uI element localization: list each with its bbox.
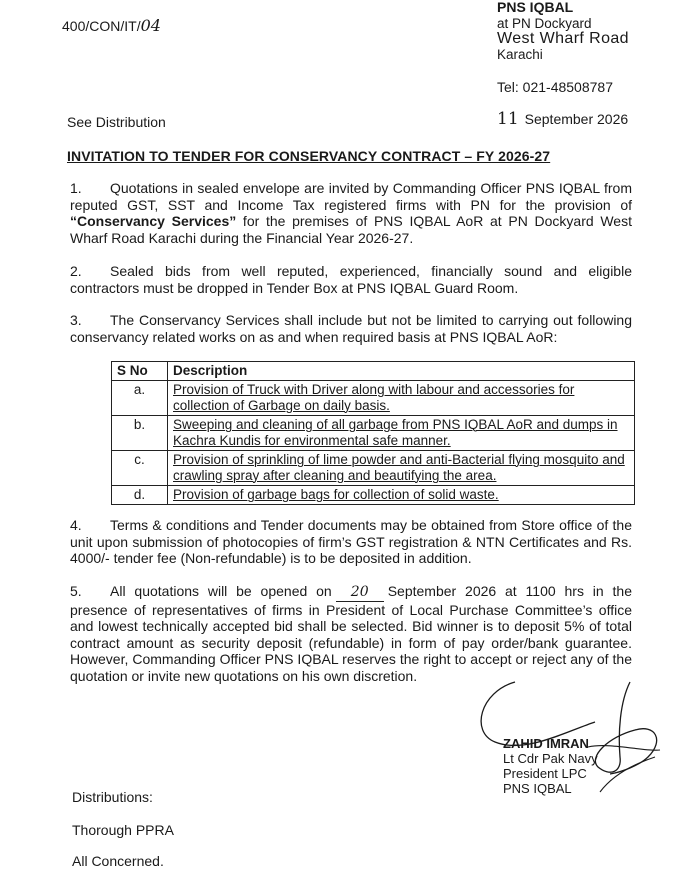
row-sno: b.	[112, 416, 168, 451]
paragraph-number: 5.	[70, 583, 82, 599]
paragraph-4	[70, 517, 632, 567]
table-row	[112, 451, 635, 486]
table-row	[112, 486, 635, 505]
paragraph-number: 1.	[70, 180, 82, 196]
reference-prefix: 400/CON/IT/	[62, 18, 141, 34]
paragraph-text: Sealed bids from well reputed, experienced, financially sound and eligible contractors must be dropped in Tender Box at PNS IQBAL Guard Room.	[70, 263, 632, 296]
column-header-description: Description	[168, 362, 635, 381]
table-header-row	[112, 362, 635, 381]
signatory-rank: Lt Cdr Pak Navy	[503, 751, 598, 766]
address-line-2: at PN Dockyard	[497, 15, 592, 31]
row-description: Provision of garbage bags for collection of solid waste.	[168, 486, 635, 505]
paragraph-text: All quotations will be opened on	[110, 583, 332, 599]
row-description: Sweeping and cleaning of all garbage from PNS IQBAL AoR and dumps in Kachra Kundis for environmental safe manner.	[168, 416, 635, 451]
row-description: Provision of sprinkling of lime powder and anti-Bacterial flying mosquito and crawling spray after cleaning and beautifying the area.	[168, 451, 635, 486]
signatory-unit: PNS IQBAL	[503, 781, 572, 796]
signatory-designation: President LPC	[503, 766, 587, 781]
reference-handwritten: 04	[140, 16, 161, 35]
row-sno: c.	[112, 451, 168, 486]
table-row	[112, 416, 635, 451]
see-distribution: See Distribution	[67, 114, 166, 130]
address-line-4: Karachi	[497, 46, 543, 62]
distribution-item: All Concerned.	[72, 853, 164, 869]
paragraph-text: The Conservancy Services shall include but not be limited to carrying out following conservancy related works on as and when required basis at PNS IQBAL AoR:	[70, 312, 632, 345]
row-description: Provision of Truck with Driver along with labour and accessories for collection of Garbage on daily basis.	[168, 381, 635, 416]
paragraph-text: September 2026 at 1100 hrs in the presence of representatives of firms in President of Local Purchase Committee’s office and lowest technically accepted bid shall be selected. Bid winner is to deposit 5% of total contract amount as security deposit (refundable) in form of pay order/bank guarantee. However, Commanding Officer PNS IQBAL reserves the right to accept or reject any of the quotation or invite new quotations on his own discretion.	[70, 583, 632, 684]
row-sno: a.	[112, 381, 168, 416]
paragraph-text: for the premises of PNS IQBAL AoR at PN Dockyard West Wharf Road Karachi during the Financial Year 2026-27.	[70, 213, 632, 246]
address-line-3: West Wharf Road	[497, 30, 629, 47]
distribution-label: Distributions:	[72, 789, 153, 805]
letter-date	[497, 109, 628, 129]
paragraph-3	[70, 312, 632, 345]
sender-address	[497, 0, 629, 62]
table-row	[112, 381, 635, 416]
address-line-1: PNS IQBAL	[497, 0, 574, 15]
row-sno: d.	[112, 486, 168, 505]
paragraph-text: Terms & conditions and Tender documents may be obtained from Store office of the unit upon submission of photocopies of firm’s GST registration & NTN Certificates and Rs. 4000/- tender fee (Non-refundable) is to be deposited in addition.	[70, 517, 632, 566]
paragraph-2	[70, 263, 632, 296]
paragraph-1	[70, 180, 632, 246]
works-table	[111, 361, 635, 505]
date-text: September 2026	[524, 111, 629, 127]
handwritten-opening-day: 20	[336, 584, 384, 602]
distribution-item: Thorough PPRA	[72, 822, 174, 838]
paragraph-number: 2.	[70, 263, 82, 279]
document-title: INVITATION TO TENDER FOR CONSERVANCY CONTRACT – FY 2026-27	[67, 148, 551, 164]
paragraph-bold: “Conservancy Services”	[70, 213, 237, 229]
paragraph-number: 4.	[70, 517, 82, 533]
paragraph-text: Quotations in sealed envelope are invited by Commanding Officer PNS IQBAL from reputed GST, SST and Income Tax registered firms with PN for the provision of	[70, 180, 632, 213]
paragraph-number: 3.	[70, 312, 82, 328]
signature-block	[503, 736, 598, 796]
signatory-name: ZAHID IMRAN	[503, 736, 589, 751]
date-handwritten: 11	[497, 109, 519, 129]
column-header-sno: S No	[112, 362, 168, 381]
reference-number	[62, 16, 161, 35]
telephone: Tel: 021-48508787	[497, 79, 613, 95]
